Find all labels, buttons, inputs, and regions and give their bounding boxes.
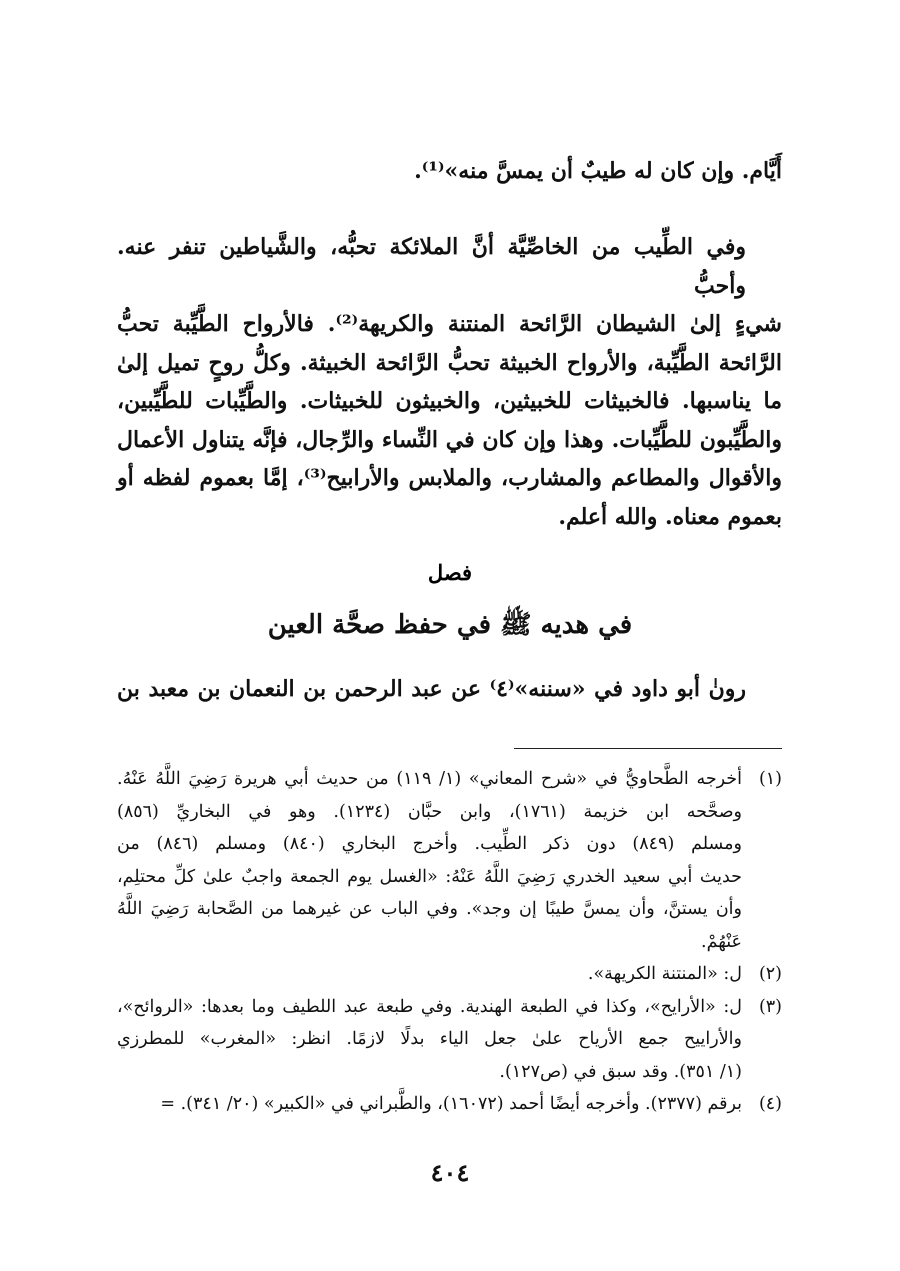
footnote-1 — [117, 763, 782, 958]
footnote-4 — [117, 1088, 782, 1121]
page-number: ٤٠٤ — [430, 1158, 470, 1187]
footnotes — [117, 763, 782, 1121]
footnote-line: ل: «المنتنة الكريهة». — [587, 964, 742, 984]
footnote-number: (١) — [758, 769, 782, 789]
text-line: وفي الطِّيب من الخاصِّيَّة أنَّ الملائكة تحبُّه، والشَّياطين تنفر عنه. وأحبُّ — [117, 234, 746, 299]
text-line: الرَّائحة الطَّيِّبة، والأرواح الخبيثة تحبُّ الرَّائحة الخبيثة. وكلُّ روحٍ تميل إلىٰ — [117, 349, 782, 376]
footnote-number: (٣) — [758, 996, 782, 1017]
text-line: بعموم معناه. والله أعلم. — [558, 503, 782, 530]
footnote-line: وصحَّحه ابن خزيمة (١٧٦١)، وابن حبَّان (١٢٣٤). وهو في البخاريِّ (٨٥٦) — [117, 801, 743, 822]
footnote-line: برقم (٢٣٧٧). وأخرجه أيضًا أحمد (١٦٠٧٢)، والطَّبراني في «الكبير» (٢٠/ ٣٤١). = — [160, 1094, 742, 1114]
footnote-number: (٤) — [758, 1094, 782, 1114]
footnote-separator — [514, 748, 782, 749]
footnote-line: ل: «الأرايح»، وكذا في الطبعة الهندية. وفي طبعة عبد اللطيف وما بعدها: «الروائح»، — [117, 996, 742, 1017]
footnote-3 — [117, 991, 782, 1089]
section-label: فصل — [427, 560, 473, 585]
footnote-line: وأن يستنَّ، وأن يمسَّ طيبًا إن وجد». وفي الباب عن غيرهما من الصَّحابة رَضِيَ اللَّهُ عَنْهُمْ. — [117, 899, 742, 952]
text-line: والأقوال والمطاعم والمشارب، والملابس والأرابيح⁽³⁾، إمَّا بعموم لفظه أو — [117, 465, 782, 491]
paragraph-abu-dawud — [117, 670, 782, 709]
footnote-2 — [117, 958, 782, 991]
text-line: ما يناسبها. فالخبيثات للخبيثين، والخبيثون للخبيثات. والطَّيِّبات للطَّيِّبين، — [117, 388, 782, 414]
text-line: أَيَّام. وإن كان له طيبٌ أن يمسَّ منه»⁽¹⁾. — [414, 158, 782, 184]
footnote-line: والأراييح جمع الأرياح علىٰ جعل الياء بدلًا لازمًا. انظر: «المغرب» للمطرزي — [117, 1029, 742, 1049]
paragraph-perfume — [117, 228, 782, 536]
paragraph-continuation — [117, 152, 782, 191]
footnote-line: ومسلم (٨٤٩) دون ذكر الطِّيب. وأخرج البخاري (٨٤٠) ومسلم (٨٤٦) من — [117, 834, 742, 854]
text-line: شيءٍ إلىٰ الشيطان الرَّائحة المنتنة والكريهة⁽²⁾. فالأرواح الطَّيِّبة تحبُّ — [117, 311, 782, 337]
footnote-line: أخرجه الطَّحاويُّ في «شرح المعاني» (١/ ١١٩) من حديث أبي هريرة رَضِيَ اللَّهُ عَنْهُ. — [117, 769, 742, 789]
text-line: والطَّيِّبون للطَّيِّبات. وهذا وإن كان في النِّساء والرِّجال، فإنَّه يتناول الأعمال — [117, 426, 782, 453]
section-title: في هديه ﷺ في حفظ صحَّة العين — [267, 610, 633, 640]
footnote-number: (٢) — [758, 964, 782, 984]
footnote-line: حديث أبي سعيد الخدري رَضِيَ اللَّهُ عَنْهُ: «الغسل يوم الجمعة واجبٌ علىٰ كلِّ محتلِم، — [117, 866, 742, 887]
text-line: رونٰ أبو داود في «سننه»⁽٤⁾ عن عبد الرحمن بن النعمان بن معبد بن — [117, 676, 747, 702]
footnote-line: (١/ ٣٥١). وقد سبق في (ص١٢٧). — [499, 1061, 742, 1082]
